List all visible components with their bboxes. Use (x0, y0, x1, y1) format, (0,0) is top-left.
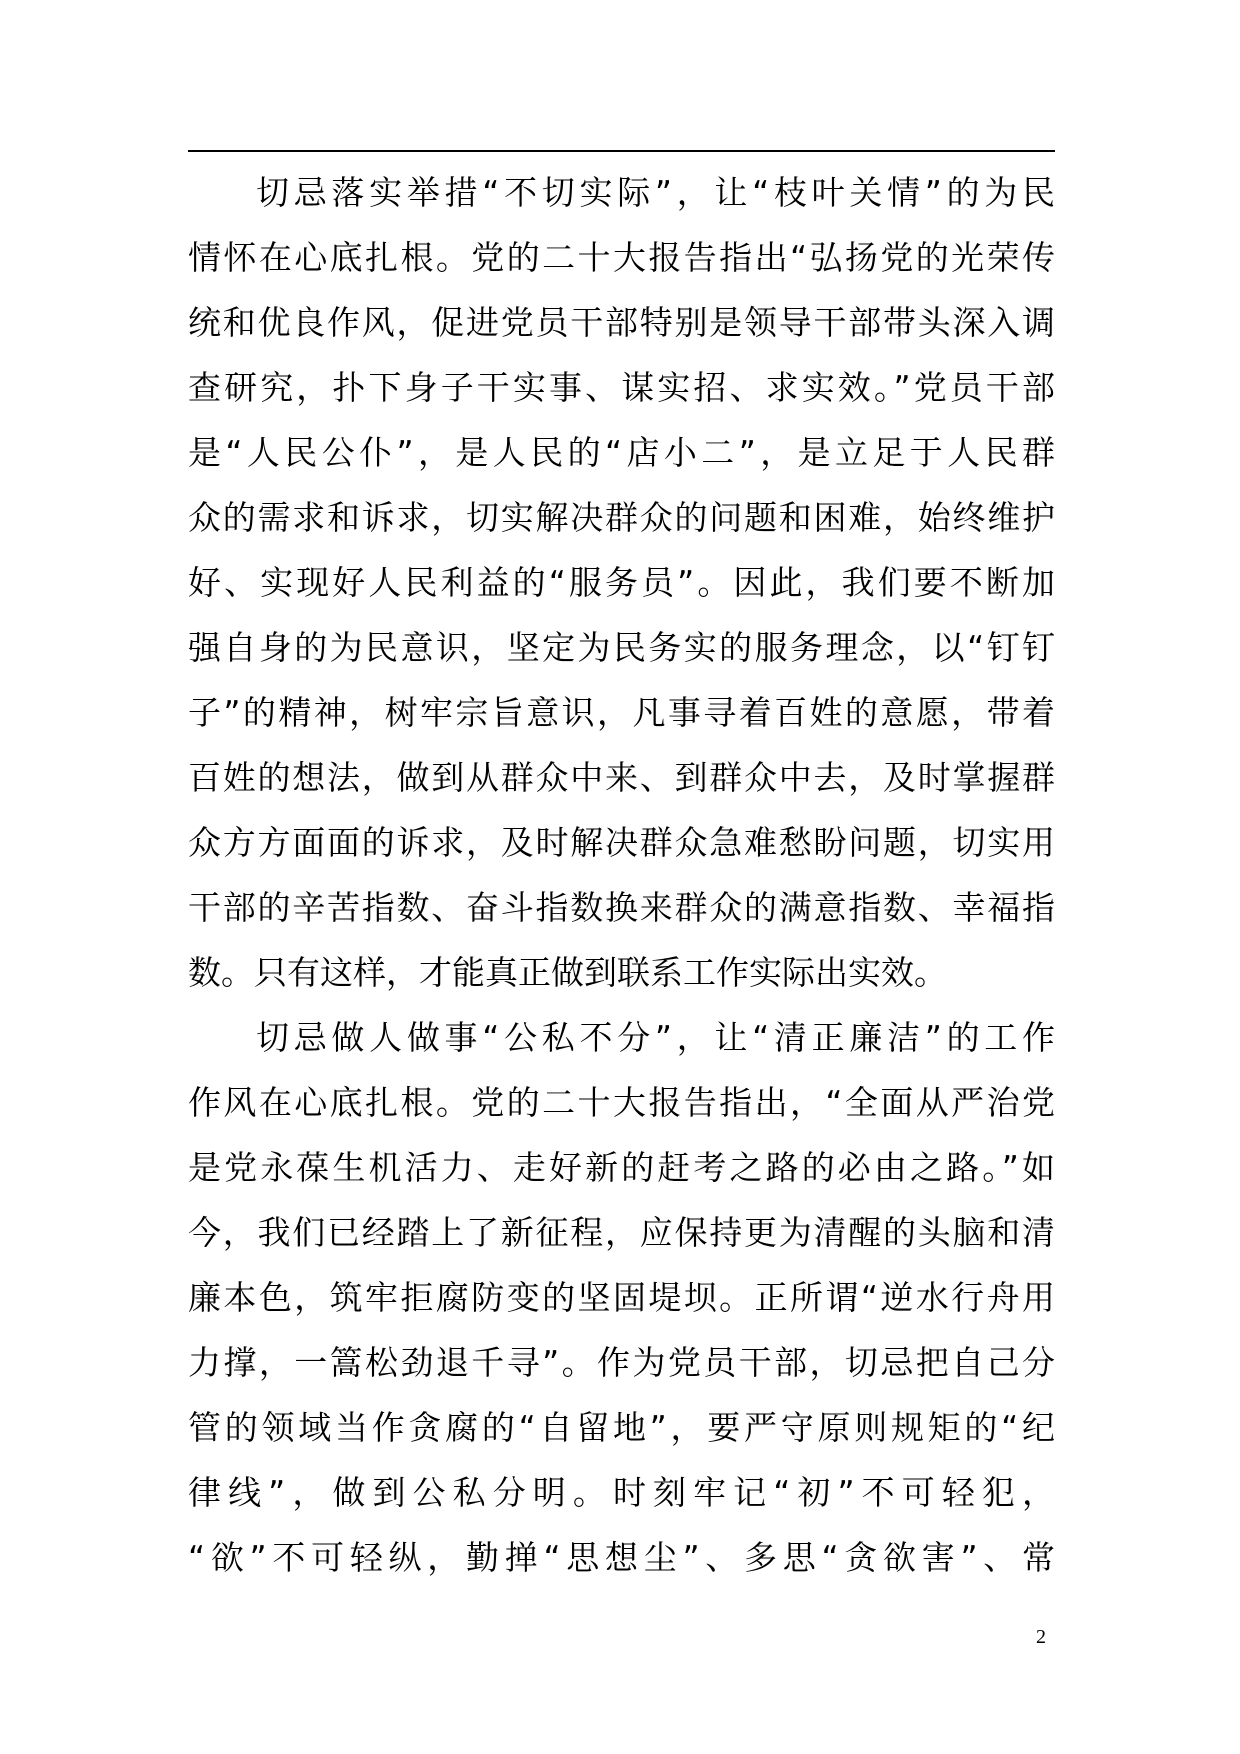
text-line: 今，我们已经踏上了新征程，应保持更为清醒的头脑和清 (188, 1213, 1055, 1252)
page-number: 2 (1036, 1626, 1046, 1648)
text-line: 切忌落实举措“不切实际”，让“枝叶关情”的为民 (256, 173, 1055, 212)
text-line: 力撑，一篙松劲退千寻”。作为党员干部，切忌把自己分 (188, 1343, 1055, 1382)
text-line: 统和优良作风，促进党员干部特别是领导干部带头深入调 (188, 303, 1055, 342)
header-rule (188, 150, 1055, 152)
text-line: 管的领域当作贪腐的“自留地”，要严守原则规矩的“纪 (188, 1408, 1055, 1447)
text-line: 查研究，扑下身子干实事、谋实招、求实效。”党员干部 (188, 368, 1055, 407)
text-line: 数。只有这样，才能真正做到联系工作实际出实效。 (188, 953, 947, 992)
text-line: 情怀在心底扎根。党的二十大报告指出“弘扬党的光荣传 (188, 238, 1055, 277)
text-line: “欲”不可轻纵，勤掸“思想尘”、多思“贪欲害”、常 (188, 1538, 1055, 1577)
text-line: 众方方面面的诉求，及时解决群众急难愁盼问题，切实用 (188, 823, 1055, 862)
text-line: 律线”，做到公私分明。时刻牢记“初”不可轻犯， (188, 1473, 1055, 1512)
text-line: 百姓的想法，做到从群众中来、到群众中去，及时掌握群 (188, 758, 1055, 797)
text-line: 切忌做人做事“公私不分”，让“清正廉洁”的工作 (256, 1018, 1055, 1057)
text-line: 强自身的为民意识，坚定为民务实的服务理念，以“钉钉 (188, 628, 1055, 667)
text-line: 是党永葆生机活力、走好新的赶考之路的必由之路。”如 (188, 1148, 1055, 1187)
text-line: 众的需求和诉求，切实解决群众的问题和困难，始终维护 (188, 498, 1055, 537)
text-line: 作风在心底扎根。党的二十大报告指出，“全面从严治党 (188, 1083, 1055, 1122)
text-line: 廉本色，筑牢拒腐防变的坚固堤坝。正所谓“逆水行舟用 (188, 1278, 1055, 1317)
text-line: 好、实现好人民利益的“服务员”。因此，我们要不断加 (188, 563, 1055, 602)
text-line: 干部的辛苦指数、奋斗指数换来群众的满意指数、幸福指 (188, 888, 1055, 927)
text-line: 是“人民公仆”，是人民的“店小二”，是立足于人民群 (188, 433, 1055, 472)
text-line: 子”的精神，树牢宗旨意识，凡事寻着百姓的意愿，带着 (188, 693, 1055, 732)
body-text (188, 160, 1055, 1590)
